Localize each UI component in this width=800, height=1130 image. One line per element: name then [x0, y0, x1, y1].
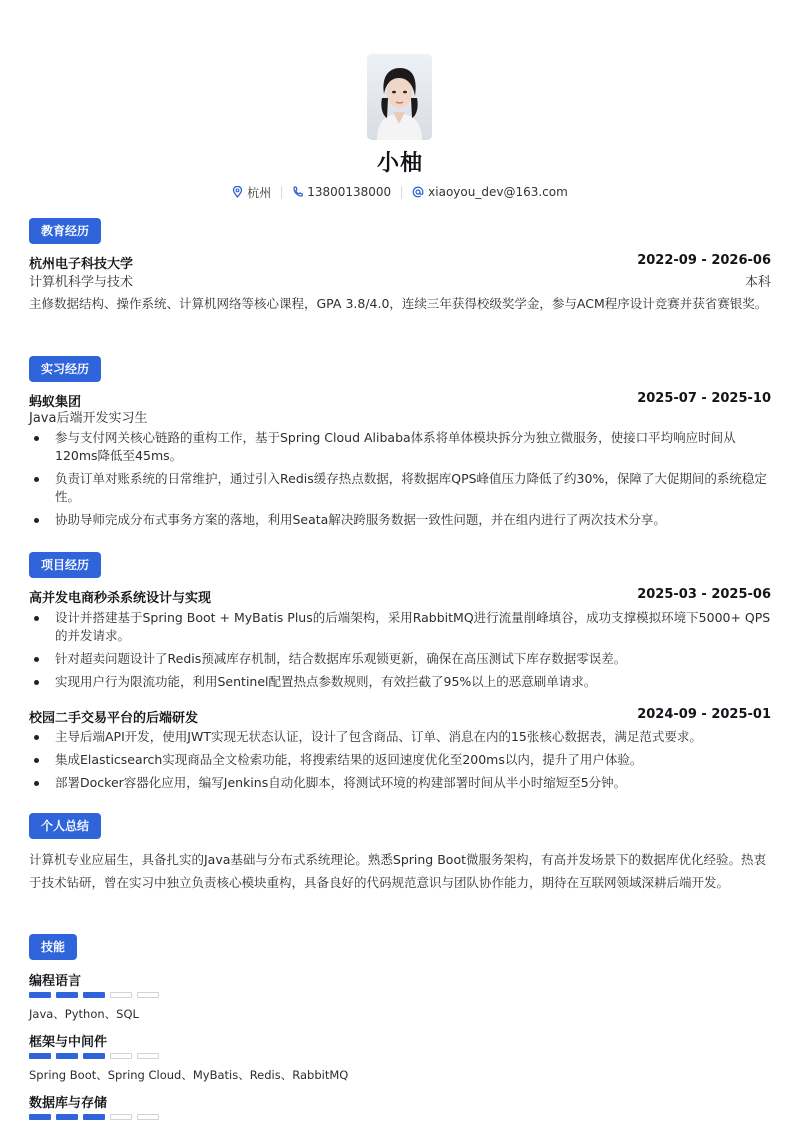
project-title: 校园二手交易平台的后端研发 — [29, 711, 199, 726]
degree: 本科 — [744, 275, 771, 290]
contact-info — [0, 183, 800, 201]
school-name: 杭州电子科技大学 — [29, 257, 134, 272]
education-subheader — [29, 271, 771, 290]
list-item: 设计并搭建基于Spring Boot + MyBatis Plus的后端架构，采用RabbitMQ进行流量削峰填谷，成功支撑模拟环境下5000+ QPS的并发请求。 — [29, 609, 771, 645]
contact-city — [222, 183, 281, 201]
section-summary: 个人总结 — [29, 813, 101, 839]
contact-email — [402, 183, 578, 201]
list-item: 集成Elasticsearch实现商品全文检索功能，将搜索结果的返回速度优化至200ms以内，提升了用户体验。 — [29, 751, 771, 769]
section-education: 教育经历 — [29, 218, 101, 244]
skill-level-bar — [29, 992, 159, 998]
project-bullets — [29, 609, 771, 696]
list-item: 针对超卖问题设计了Redis预减库存机制，结合数据库乐观锁更新，确保在高压测试下库存数据零误差。 — [29, 650, 771, 668]
candidate-name: 小柚 — [376, 151, 423, 176]
skill-bar-filled — [56, 1114, 78, 1120]
skill-bar-filled — [83, 1053, 105, 1059]
at-sign-icon — [412, 186, 424, 198]
location-pin-icon — [232, 186, 243, 198]
phone-text: 13800138000 — [307, 185, 392, 199]
skill-bar-filled — [83, 992, 105, 998]
phone-icon — [292, 186, 303, 198]
skill-title: 数据库与存储 — [29, 1096, 108, 1111]
project-bullets — [29, 728, 771, 797]
education-description: 主修数据结构、操作系统、计算机网络等核心课程，GPA 3.8/4.0，连续三年获得校级奖学金，参与ACM程序设计竞赛并获省赛银奖。 — [29, 296, 768, 311]
section-skills: 技能 — [29, 934, 77, 960]
skill-bar-empty — [137, 1053, 159, 1059]
email-text: xiaoyou_dev@163.com — [428, 185, 568, 199]
list-item: 主导后端API开发，使用JWT实现无状态认证，设计了包含商品、订单、消息在内的15张核心数据表，满足范式要求。 — [29, 728, 771, 746]
section-projects: 项目经历 — [29, 552, 101, 578]
skill-title: 编程语言 — [29, 974, 82, 989]
skill-bar-filled — [56, 992, 78, 998]
education-date: 2022-09 - 2026-06 — [637, 253, 771, 268]
list-item: 部署Docker容器化应用，编写Jenkins自动化脚本，将测试环境的构建部署时间从半小时缩短至5分钟。 — [29, 774, 771, 792]
portrait-image — [367, 54, 432, 140]
project-header — [29, 707, 771, 726]
list-item: 实现用户行为限流功能，利用Sentinel配置热点参数规则，有效拦截了95%以上的恶意刷单请求。 — [29, 673, 771, 691]
project-date: 2024-09 - 2025-01 — [637, 707, 771, 722]
skill-bar-empty — [137, 992, 159, 998]
list-item: 负责订单对账系统的日常维护，通过引入Redis缓存热点数据，将数据库QPS峰值压力降低了约30%，保障了大促期间的系统稳定性。 — [29, 470, 771, 506]
skill-bar-filled — [56, 1053, 78, 1059]
internship-subheader — [29, 407, 771, 426]
summary-text: 计算机专业应届生，具备扎实的Java基础与分布式系统理论。熟悉Spring Boot微服务架构，有高并发场景下的数据库优化经验。热衷于技术钻研，曾在实习中独立负责核心模块重构，具备良好的代码规范意识与团队协作能力，期待在互联网领域深耕后端开发。 — [29, 852, 766, 890]
list-item: 协助导师完成分布式事务方案的落地，利用Seata解决跨服务数据一致性问题，并在组内进行了两次技术分享。 — [29, 511, 771, 529]
project-date: 2025-03 - 2025-06 — [637, 587, 771, 602]
skill-bar-filled — [29, 1114, 51, 1120]
profile-photo — [367, 54, 432, 140]
skill-bar-empty — [137, 1114, 159, 1120]
contact-phone — [282, 183, 401, 201]
major: 计算机科学与技术 — [29, 275, 134, 290]
skill-bar-filled — [29, 992, 51, 998]
company-name: 蚂蚁集团 — [29, 395, 82, 410]
internship-date: 2025-07 - 2025-10 — [637, 391, 771, 406]
skill-level-bar — [29, 1114, 159, 1120]
skill-bar-empty — [110, 992, 132, 998]
skill-bar-empty — [110, 1114, 132, 1120]
skill-level-bar — [29, 1053, 159, 1059]
skill-title: 框架与中间件 — [29, 1035, 108, 1050]
skill-bar-filled — [29, 1053, 51, 1059]
skill-items: Spring Boot、Spring Cloud、MyBatis、Redis、RabbitMQ — [29, 1068, 349, 1082]
list-item: 参与支付网关核心链路的重构工作，基于Spring Cloud Alibaba体系将单体模块拆分为独立微服务，使接口平均响应时间从120ms降低至45ms。 — [29, 429, 771, 465]
skill-items: Java、Python、SQL — [29, 1007, 139, 1021]
section-internship: 实习经历 — [29, 356, 101, 382]
education-header — [29, 253, 771, 272]
project-header — [29, 587, 771, 606]
project-title: 高并发电商秒杀系统设计与实现 — [29, 591, 212, 606]
skill-bar-filled — [83, 1114, 105, 1120]
internship-bullets — [29, 429, 771, 534]
job-role: Java后端开发实习生 — [29, 411, 148, 426]
skill-bar-empty — [110, 1053, 132, 1059]
city-text: 杭州 — [247, 185, 272, 200]
